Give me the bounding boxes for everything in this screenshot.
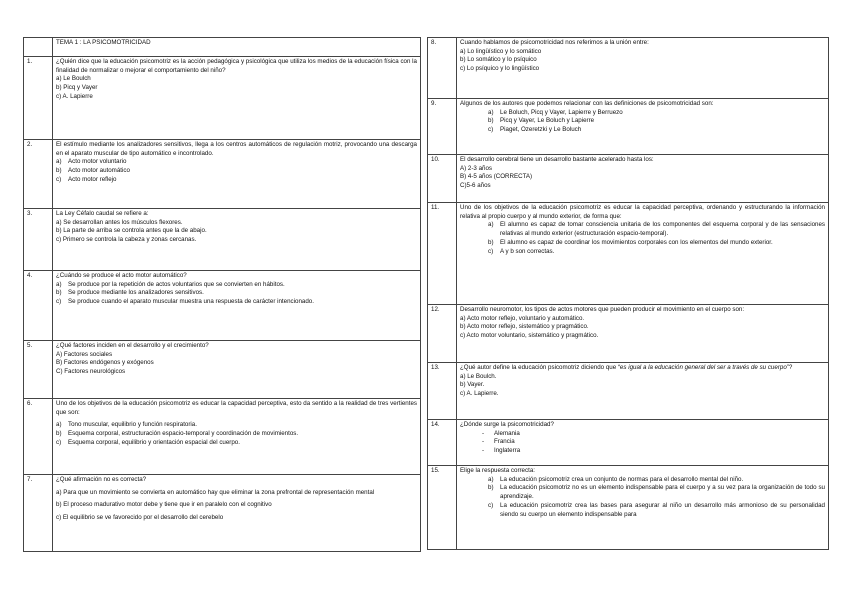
answer-option: a) Le Boulch. <box>460 372 497 380</box>
answer-option: b) Vayer. <box>460 381 485 389</box>
question-number: 9. <box>428 99 457 155</box>
question-row <box>428 466 829 550</box>
answer-option: b) La parte de arriba se controla antes que la de abajo. <box>56 227 207 235</box>
question-text: ¿Qué afirmación no es correcta? <box>56 476 147 483</box>
answer-option: C)5-6 años <box>460 182 491 190</box>
answer-option: c) A y b son correctas. <box>488 247 555 255</box>
left-question-table <box>23 37 421 552</box>
question-text: ¿Qué factores inciden en el desarrollo y el crecimiento? <box>56 342 209 349</box>
answer-option: b) Picq y Vayer, Le Boluch y Lapierre <box>488 117 595 125</box>
question-number: 14. <box>428 420 457 466</box>
question-row <box>428 305 829 363</box>
question-text: Cuando hablamos de psicomotricidad nos referimos a la unión entre: <box>460 39 649 46</box>
question-number: 13. <box>428 363 457 420</box>
question-text: ¿Dónde surge la psicomotricidad? <box>460 421 554 428</box>
answer-option: a) Para que un movimiento se convierta en automático hay que eliminar la zona prefrontal de representación mental <box>56 488 375 496</box>
answer-option: c) Se produce cuando el aparato muscular muestra una respuesta de carácter intencionado. <box>56 298 314 306</box>
question-number: 8. <box>428 38 457 99</box>
question-number: 7. <box>24 475 53 552</box>
answer-option: c) Acto motor reflejo <box>56 175 117 183</box>
question-number: 10. <box>428 155 457 203</box>
answer-option: b) Picq y Vayer <box>56 84 98 92</box>
answer-option: c) A. Lapierre. <box>460 390 499 398</box>
right-question-table <box>427 37 829 550</box>
answer-option: a) Le Boluch, Picq y Vayer, Lapierre y Berruezo <box>488 108 623 116</box>
answer-option: c) Lo psíquico y lo lingüístico <box>460 65 540 73</box>
question-number: 3. <box>24 209 53 271</box>
answer-option: a) Se produce por la repetición de actos voluntarios que se convierten en hábitos. <box>56 280 285 288</box>
answer-option: b) Acto motor automático <box>56 167 130 175</box>
question-number: 1. <box>24 57 53 140</box>
question-row <box>428 420 829 466</box>
question-text: Uno de los objetivos de la educación psicomotriz es educar la capacidad perceptiva, esto da sentido a la realidad de tres vertientes que son: <box>56 400 417 416</box>
question-number: 12. <box>428 305 457 363</box>
answer-option: A) 2-3 años <box>460 164 492 172</box>
question-row <box>428 155 829 203</box>
answer-option: b) Se produce mediante los analizadores sensitivos. <box>56 289 204 297</box>
question-number: 4. <box>24 271 53 341</box>
question-row <box>24 399 421 475</box>
question-text: El estímulo mediante los analizadores sensitivos, llega a los centros automáticos de regulación motriz, provocando una descarga en el aparato muscular de tipo automático e incontrolado. <box>56 141 417 157</box>
question-number: 15. <box>428 466 457 550</box>
question-number: 2. <box>24 140 53 209</box>
question-row <box>24 341 421 399</box>
question-text: Uno de los objetivos de la educación psicomotriz es educar la capacidad perceptiva, ordenando y estructurando la información relativa al propio cuerpo y al mundo exterior, de forma que: <box>460 204 825 220</box>
question-number: 11. <box>428 203 457 305</box>
question-number: 6. <box>24 399 53 475</box>
answer-option: A) Factores sociales <box>56 350 113 358</box>
answer-option: c) Primero se controla la cabeza y zonas cercanas. <box>56 236 197 244</box>
question-row <box>24 140 421 209</box>
answer-option: a) El alumno es capaz de tomar consciencia unitaria de los componentes del esquema corporal y de las sensaciones relativas al mundo exterior (estructuración espacio-temporal). <box>488 221 825 238</box>
question-text: Desarrollo neuromotor, los tipos de actos motores que pueden producir el movimiento en el cuerpo son: <box>460 306 745 313</box>
question-row <box>428 363 829 420</box>
answer-option: c) Acto motor voluntario, sistemático y pragmático. <box>460 332 599 340</box>
question-text: ¿Quién dice que la educación psicomotriz es la acción pedagógica y psicológica que utiliza los medios de la educación física con la finalidad de normalizar o mejorar el comportamiento del niño? <box>56 58 417 74</box>
answer-option: b) Acto motor reflejo, sistemático y pragmático. <box>460 323 589 331</box>
answer-option: - Inglaterra <box>482 447 521 455</box>
answer-option: a) La educación psicomotriz crea un conjunto de normas para el desarrollo mental del niño. <box>488 475 744 483</box>
question-text: ¿Qué autor define la educación psicomotriz diciendo que “es igual a la educación general del ser a través de su cuerpo”? <box>460 364 793 371</box>
question-text: Algunos de los autores que podemos relacionar con las definiciones de psicomotricidad son: <box>460 100 714 107</box>
question-number: 5. <box>24 341 53 399</box>
answer-option: - Alemania <box>482 429 520 437</box>
question-text: El desarrollo cerebral tiene un desarrollo bastante acelerado hasta los: <box>460 156 654 163</box>
answer-option: C) Factores neurológicos <box>56 368 126 376</box>
question-row <box>428 38 829 99</box>
answer-option: a) Le Boulch <box>56 75 91 83</box>
question-row <box>24 271 421 341</box>
answer-option: b) Esquema corporal, estructuración espacio-temporal y coordinación de movimientos. <box>56 430 299 438</box>
answer-option: - Francia <box>482 438 515 446</box>
question-row <box>24 57 421 140</box>
answer-option: b) Lo somático y lo psíquico <box>460 56 537 64</box>
question-text: La Ley Céfalo caudal se refiere a: <box>56 210 149 217</box>
answer-option: B) 4-5 años (CORRECTA) <box>460 173 533 181</box>
answer-option: a) Acto motor voluntario <box>56 158 127 166</box>
page-title: TEMA 1 : LA PSICOMOTRICIDAD <box>53 38 421 57</box>
answer-option: a) Lo lingüístico y lo somático <box>460 47 542 55</box>
question-row <box>24 475 421 552</box>
answer-option: b) El alumno es capaz de coordinar los movimientos corporales con los elementos del mundo exterior. <box>488 238 773 246</box>
answer-option: a) Se desarrollan antes los músculos flexores. <box>56 218 183 226</box>
answer-option: c) A. Lapierre <box>56 92 93 100</box>
question-row <box>428 99 829 155</box>
answer-option: B) Factores endógenos y exógenos <box>56 359 154 367</box>
answer-option: a) Acto motor reflejo, voluntario y automático. <box>460 314 585 322</box>
answer-option: c) El equilibrio se ve favorecido por el desarrollo del cerebelo <box>56 514 224 522</box>
question-text: Elige la respuesta correcta: <box>460 467 535 474</box>
answer-option: c) La educación psicomotriz crea las bases para asegurar al niño un desarrollo más armonioso de su personalidad siendo su cuerpo un elemento indispensable para <box>488 501 825 518</box>
question-row <box>24 209 421 271</box>
answer-option: a) Tono muscular, equilibrio y función respiratoria. <box>56 421 197 429</box>
question-text: ¿Cuándo se produce el acto motor automático? <box>56 272 187 279</box>
answer-option: b) El proceso madurativo motor debe y tiene que ir en paralelo con el cognitivo <box>56 501 272 509</box>
question-row <box>428 203 829 305</box>
answer-option: c) Esquema corporal, equilibrio y orientación espacial del cuerpo. <box>56 438 240 446</box>
answer-option: b) La educación psicomotriz no es un elemento indispensable para el cuerpo y a su vez para la organización de todo su aprendizaje. <box>488 484 825 501</box>
answer-option: c) Piaget, Ozeretzki y Le Boluch <box>488 126 582 134</box>
